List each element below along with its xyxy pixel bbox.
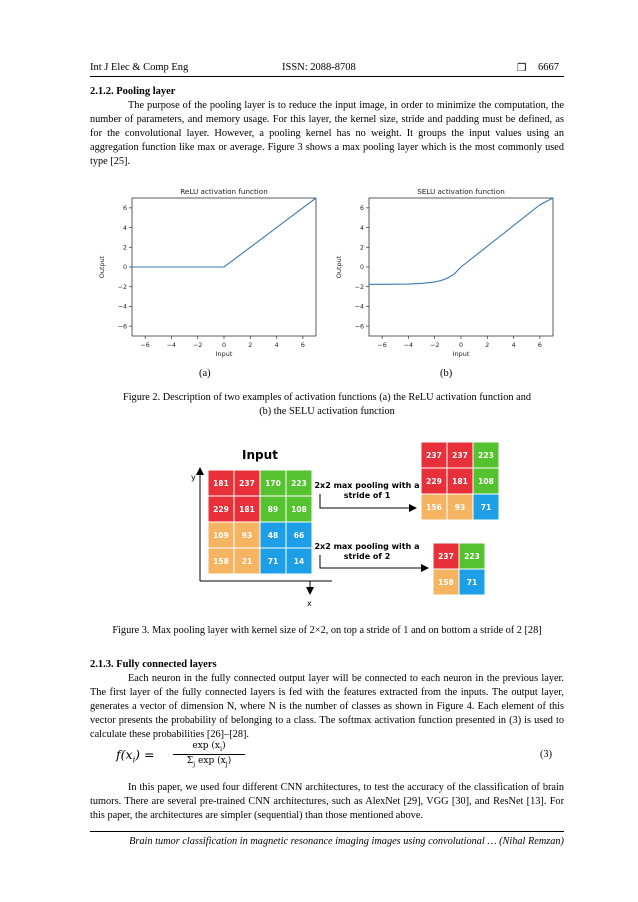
relu-ytick-label: 0 bbox=[122, 264, 127, 272]
selu-ylabel: Output bbox=[335, 255, 343, 279]
eq-denominator bbox=[173, 755, 245, 768]
stride2-label-line2: stride of 2 bbox=[343, 552, 391, 561]
relu-ylabel: Output bbox=[98, 255, 106, 279]
eq-num-close: ) bbox=[222, 741, 226, 751]
input-title: Input bbox=[242, 448, 278, 462]
output-stride2-grid bbox=[433, 543, 485, 595]
issn: ISSN: 2088-8708 bbox=[282, 62, 356, 73]
figure2-caption-line2: (b) the SELU activation function bbox=[259, 406, 395, 417]
selu-ytick-label: −6 bbox=[354, 323, 364, 331]
out1-cell-value: 237 bbox=[426, 451, 442, 460]
input-cell-value: 71 bbox=[267, 557, 279, 566]
out1-cell-value: 181 bbox=[452, 477, 468, 486]
output-stride1-grid bbox=[421, 442, 499, 520]
selu-chart bbox=[327, 186, 561, 370]
input-cell-value: 237 bbox=[239, 479, 255, 488]
x-axis-label: x bbox=[307, 599, 312, 608]
eq-den-sub: j bbox=[225, 759, 228, 768]
eq-numerator bbox=[173, 741, 245, 755]
out2-cell-value: 71 bbox=[466, 578, 478, 587]
relu-xtick-label: 4 bbox=[274, 342, 279, 349]
input-cell-value: 170 bbox=[265, 479, 281, 488]
relu-xtick-label: −6 bbox=[140, 342, 150, 349]
eq-num: exp (x bbox=[192, 741, 220, 751]
section-heading-pooling: 2.1.2. Pooling layer bbox=[90, 86, 176, 97]
out2-cell-value: 158 bbox=[438, 578, 454, 587]
input-cell-value: 229 bbox=[213, 505, 229, 514]
eq-den-close: ) bbox=[227, 755, 232, 766]
selu-xtick-label: −6 bbox=[377, 342, 387, 349]
relu-title: ReLU activation function bbox=[180, 187, 268, 196]
input-cell-value: 181 bbox=[213, 479, 229, 488]
out2-cell-value: 223 bbox=[464, 552, 480, 561]
out1-cell-value: 71 bbox=[480, 503, 492, 512]
relu-ytick-label: −2 bbox=[117, 283, 127, 291]
closing-paragraph-text: In this paper, we used four different CNN architectures, to test the accuracy of the classification of brain tumors. There are several pre-trained CNN architectures, such as AlexNet [29], VGG [30], and ResNet [13]. For this paper, the architectures are simpler (sequential) than those mentioned above. bbox=[90, 782, 564, 821]
selu-xtick-label: 2 bbox=[485, 342, 490, 349]
eq-sum-sub: j bbox=[193, 759, 196, 768]
relu-xtick-label: 6 bbox=[300, 342, 305, 349]
input-cell-value: 48 bbox=[267, 531, 279, 540]
page-number: 6667 bbox=[538, 62, 559, 73]
relu-xtick-label: −4 bbox=[166, 342, 177, 349]
equation-number: (3) bbox=[540, 749, 553, 760]
selu-ytick-label: 2 bbox=[359, 244, 364, 252]
figure2-caption bbox=[90, 391, 564, 419]
label-b: (b) bbox=[440, 368, 453, 379]
eq-den: exp (x bbox=[195, 755, 226, 766]
journal-name: Int J Elec & Comp Eng bbox=[90, 62, 189, 73]
selu-ytick-label: −4 bbox=[354, 303, 364, 311]
out1-cell-value: 237 bbox=[452, 451, 468, 460]
input-cell-value: 158 bbox=[213, 557, 229, 566]
selu-ytick-label: 0 bbox=[359, 264, 364, 272]
selu-xtick-label: 4 bbox=[511, 342, 516, 349]
label-a: (a) bbox=[199, 368, 211, 379]
input-cell-value: 14 bbox=[293, 557, 305, 566]
pooling-paragraph bbox=[90, 99, 564, 169]
selu-xtick-label: 0 bbox=[458, 342, 464, 349]
max-pooling-diagram bbox=[180, 436, 520, 612]
relu-xtick-label: 2 bbox=[248, 342, 253, 349]
relu-ytick-label: −4 bbox=[117, 303, 127, 311]
pooling-paragraph-text: The purpose of the pooling layer is to reduce the input image, in order to minimize the computation, the number of parameters, and memory usage. For this layer, the kernel size, stride and padding must be defined, as for the convolutional layer. However, a pooling kernel has no weight. It groups the input values using an aggregation function like max or average. Figure 3 shows a max pooling layer which is the most commonly used type [25]. bbox=[90, 100, 564, 167]
relu-chart bbox=[90, 186, 324, 370]
input-cell-value: 93 bbox=[241, 531, 253, 540]
input-grid bbox=[208, 470, 312, 574]
input-cell-value: 21 bbox=[241, 557, 253, 566]
out1-cell-value: 223 bbox=[478, 451, 494, 460]
relu-ytick-label: 4 bbox=[122, 224, 127, 232]
selu-xtick-label: 6 bbox=[537, 342, 542, 349]
stride1-label-line1: 2x2 max pooling with a bbox=[314, 481, 420, 490]
fc-paragraph-text: Each neuron in the fully connected output layer will be connected to each neuron in the previous layer. The first layer of the fully connected layers is fed with the features extracted from the inputs. The output layer, generates a vector of dimension N, where N is the number of classes as shown in Figure 4. Each element of this vector presents the probability of belonging to a class. The softmax activation function presented in (3) is used to calculate these probabilities [26]–[28]. bbox=[90, 673, 564, 740]
input-cell-value: 66 bbox=[293, 531, 305, 540]
input-cell-value: 108 bbox=[291, 505, 307, 514]
stride1-label-line2: stride of 1 bbox=[343, 491, 391, 500]
selu-ytick-label: 4 bbox=[359, 224, 364, 232]
eq-num-sub: i bbox=[220, 744, 223, 753]
eq-lhs-close: ) = bbox=[135, 747, 155, 762]
input-cell-value: 223 bbox=[291, 479, 307, 488]
figure2-caption-line1: Figure 2. Description of two examples of activation functions (a) the ReLU activation function and bbox=[122, 392, 532, 403]
selu-xlabel: Input bbox=[452, 350, 470, 358]
selu-xtick-label: −4 bbox=[403, 342, 414, 349]
header-rule bbox=[90, 76, 564, 77]
relu-ytick-label: 2 bbox=[122, 244, 127, 252]
eq-sum: Σ bbox=[186, 755, 194, 766]
softmax-lhs bbox=[116, 747, 154, 765]
softmax-fraction bbox=[173, 741, 245, 768]
out1-cell-value: 108 bbox=[478, 477, 494, 486]
eq-lhs-sub: i bbox=[132, 755, 136, 765]
stride2-label-line1: 2x2 max pooling with a bbox=[314, 542, 420, 551]
closing-paragraph bbox=[90, 781, 564, 823]
input-cell-value: 109 bbox=[213, 531, 229, 540]
selu-ytick-label: −2 bbox=[354, 283, 364, 291]
relu-xtick-label: 0 bbox=[221, 342, 227, 349]
relu-xtick-label: −2 bbox=[193, 342, 203, 349]
fc-paragraph bbox=[90, 672, 564, 742]
relu-ytick-label: −6 bbox=[117, 323, 127, 331]
box-glyph: ❒ bbox=[517, 63, 527, 74]
section-heading-fc: 2.1.3. Fully connected layers bbox=[90, 659, 217, 670]
out2-cell-value: 237 bbox=[438, 552, 454, 561]
selu-ytick-label: 6 bbox=[359, 205, 364, 213]
input-cell-value: 181 bbox=[239, 505, 255, 514]
input-cell-value: 89 bbox=[267, 505, 279, 514]
relu-xlabel: Input bbox=[215, 350, 233, 358]
relu-ytick-label: 6 bbox=[122, 205, 127, 213]
selu-title: SELU activation function bbox=[417, 187, 505, 196]
out1-cell-value: 93 bbox=[454, 503, 466, 512]
footer-rule bbox=[90, 831, 564, 832]
out1-cell-value: 156 bbox=[426, 503, 442, 512]
running-footer: Brain tumor classification in magnetic resonance imaging images using convolutional … (Nihal Remzan) bbox=[129, 836, 564, 847]
y-axis-label: y bbox=[191, 473, 196, 482]
out1-cell-value: 229 bbox=[426, 477, 442, 486]
figure3-caption: Figure 3. Max pooling layer with kernel size of 2×2, on top a stride of 1 and on bottom a stride of 2 [28] bbox=[112, 625, 542, 636]
selu-xtick-label: −2 bbox=[430, 342, 440, 349]
eq-lhs: f(x bbox=[116, 747, 133, 762]
